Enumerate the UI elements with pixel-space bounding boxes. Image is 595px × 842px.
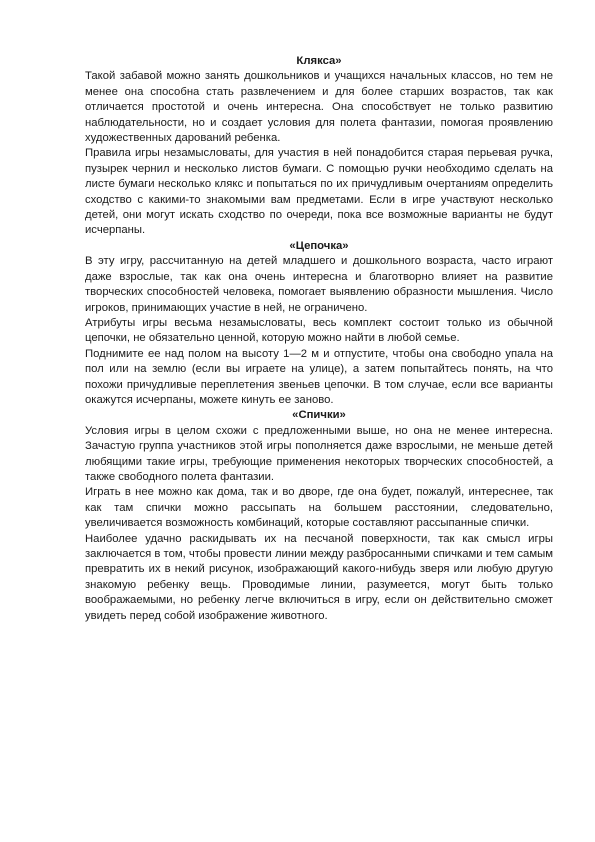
section-tsepochka	[85, 239, 553, 408]
paragraph: В эту игру, рассчитанную на детей младшего и дошкольного возраста, часто играют даже взрослые, так как она очень интересна и благотворно влияет на развитие творческих способностей человека, помогает выявлению образности мышления. Число игроков, принимающих участие в ней, не ограничено.	[85, 255, 553, 314]
paragraph: Условия игры в целом схожи с предложенными выше, но она не менее интересна. Зачастую группа участников этой игры пополняется даже взрослыми, не меньше детей любящими такие игры, требующие применения некоторых творческих способностей, а также свободного полета фантазии.	[85, 424, 553, 483]
paragraph: Играть в нее можно как дома, так и во дворе, где она будет, пожалуй, интереснее, так как там спички можно рассыпать на большем расстоянии, следовательно, увеличивается возможность комбинаций, которые составляют рассыпанные спички.	[85, 486, 553, 530]
paragraph: Такой забавой можно занять дошкольников и учащихся начальных классов, но тем не менее она способна стать развлечением и для более старших возрастов, так как отличается простотой и очень интересна. Она способствует не только развитию наблюдательности, но и создает условия для полета фантазии, помогая проявлению художественных дарований ребенка.	[85, 70, 553, 145]
paragraph: Атрибуты игры весьма незамысловаты, весь комплект состоит только из обычной цепочки, не обязательно ценной, которую можно найти в любой семье.	[85, 316, 553, 345]
paragraph: Правила игры незамысловаты, для участия в ней понадобится старая перьевая ручка, пузырек чернил и несколько листов бумаги. С помощью ручки необходимо сделать на листе бумаги несколько клякс и попытаться по их причудливым очертаниям определить сходство с какими-то знакомыми вам предметами. Если в игре участвуют несколько детей, они могут искать сходство по очереди, пока все возможные варианты не будут исчерпаны.	[85, 147, 553, 237]
paragraph: Наиболее удачно раскидывать их на песчаной поверхности, так как смысл игры заключается в том, чтобы провести линии между разбросанными спичками и тем самым превратить их в некий рисунок, изображающий какого-нибудь зверя или любую другую знакомую ребенку вещь. Проводимые линии, разумеется, могут быть только воображаемыми, но ребенку легче включиться в игру, если он действительно сможет увидеть перед собой изображение животного.	[85, 532, 553, 622]
section-klyaksa	[85, 54, 553, 239]
section-title: Клякса»	[296, 55, 342, 67]
section-title: «Спички»	[292, 409, 346, 422]
section-spichki	[85, 408, 553, 624]
section-title: «Цепочка»	[289, 239, 349, 252]
paragraph: Поднимите ее над полом на высоту 1—2 м и отпустите, чтобы она свободно упала на пол или на землю (если вы играете на улице), а затем попытайтесь понять, на что похожи причудливые переплетения звеньев цепочки. В том случае, если все варианты окажутся исчерпаны, можете кинуть ее заново.	[85, 347, 553, 406]
document-page	[85, 54, 553, 624]
